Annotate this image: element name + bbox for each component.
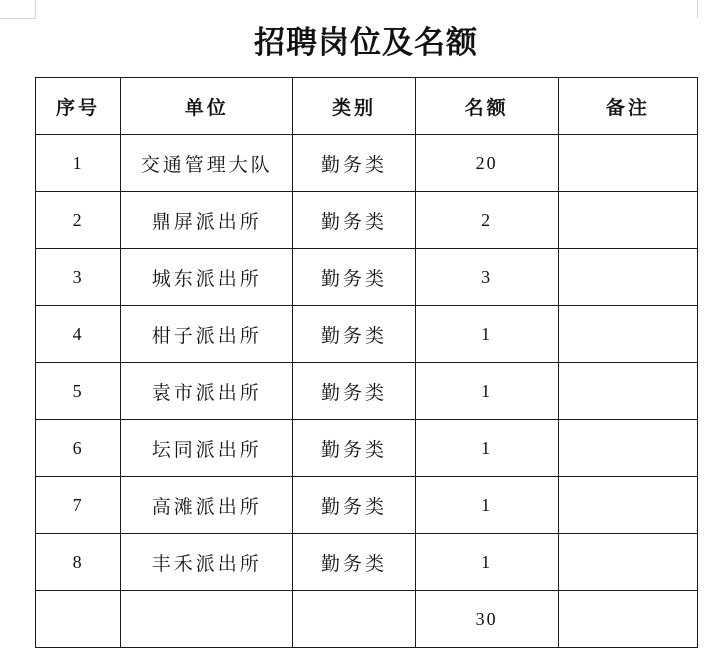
cell-unit: 鼎屏派出所 [121, 192, 293, 249]
total-cell-unit [121, 591, 293, 648]
sheet-gridline [697, 0, 698, 18]
cell-category: 勤务类 [293, 249, 415, 306]
cell-index: 7 [36, 477, 121, 534]
cell-index: 5 [36, 363, 121, 420]
cell-unit: 柑子派出所 [121, 306, 293, 363]
cell-category: 勤务类 [293, 306, 415, 363]
cell-category: 勤务类 [293, 192, 415, 249]
cell-index: 6 [36, 420, 121, 477]
cell-note [558, 534, 697, 591]
document-title: 招聘岗位及名额 [254, 24, 478, 61]
header-unit: 单位 [121, 78, 293, 135]
table-row [36, 477, 698, 534]
cell-unit: 袁市派出所 [121, 363, 293, 420]
cell-index: 3 [36, 249, 121, 306]
cell-unit: 高滩派出所 [121, 477, 293, 534]
table-row [36, 306, 698, 363]
cell-unit: 交通管理大队 [121, 135, 293, 192]
cell-unit: 城东派出所 [121, 249, 293, 306]
cell-category: 勤务类 [293, 477, 415, 534]
cell-quota: 1 [415, 363, 558, 420]
cell-category: 勤务类 [293, 534, 415, 591]
header-index: 序号 [36, 78, 121, 135]
cell-note [558, 192, 697, 249]
cell-note [558, 420, 697, 477]
sheet-gridline [0, 18, 36, 19]
cell-unit: 坛同派出所 [121, 420, 293, 477]
cell-note [558, 306, 697, 363]
table-row [36, 192, 698, 249]
cell-index: 2 [36, 192, 121, 249]
header-quota: 名额 [415, 78, 558, 135]
cell-quota: 1 [415, 420, 558, 477]
cell-quota: 3 [415, 249, 558, 306]
cell-quota: 1 [415, 306, 558, 363]
total-cell-note [558, 591, 697, 648]
cell-quota: 2 [415, 192, 558, 249]
cell-note [558, 363, 697, 420]
header-category: 类别 [293, 78, 415, 135]
table-row [36, 534, 698, 591]
header-note: 备注 [558, 78, 697, 135]
table-row [36, 135, 698, 192]
cell-note [558, 249, 697, 306]
table-total-row [36, 591, 698, 648]
title-row [35, 0, 697, 78]
table-header-row [36, 78, 698, 135]
cell-quota: 20 [415, 135, 558, 192]
table-row [36, 249, 698, 306]
cell-note [558, 135, 697, 192]
recruitment-quota-table [35, 77, 698, 648]
total-cell-category [293, 591, 415, 648]
table-row [36, 420, 698, 477]
cell-category: 勤务类 [293, 363, 415, 420]
table-row [36, 363, 698, 420]
cell-index: 8 [36, 534, 121, 591]
cell-unit: 丰禾派出所 [121, 534, 293, 591]
cell-category: 勤务类 [293, 420, 415, 477]
cell-quota: 1 [415, 534, 558, 591]
total-cell-index [36, 591, 121, 648]
cell-quota: 1 [415, 477, 558, 534]
total-cell-quota: 30 [415, 591, 558, 648]
cell-note [558, 477, 697, 534]
cell-index: 4 [36, 306, 121, 363]
cell-index: 1 [36, 135, 121, 192]
cell-category: 勤务类 [293, 135, 415, 192]
